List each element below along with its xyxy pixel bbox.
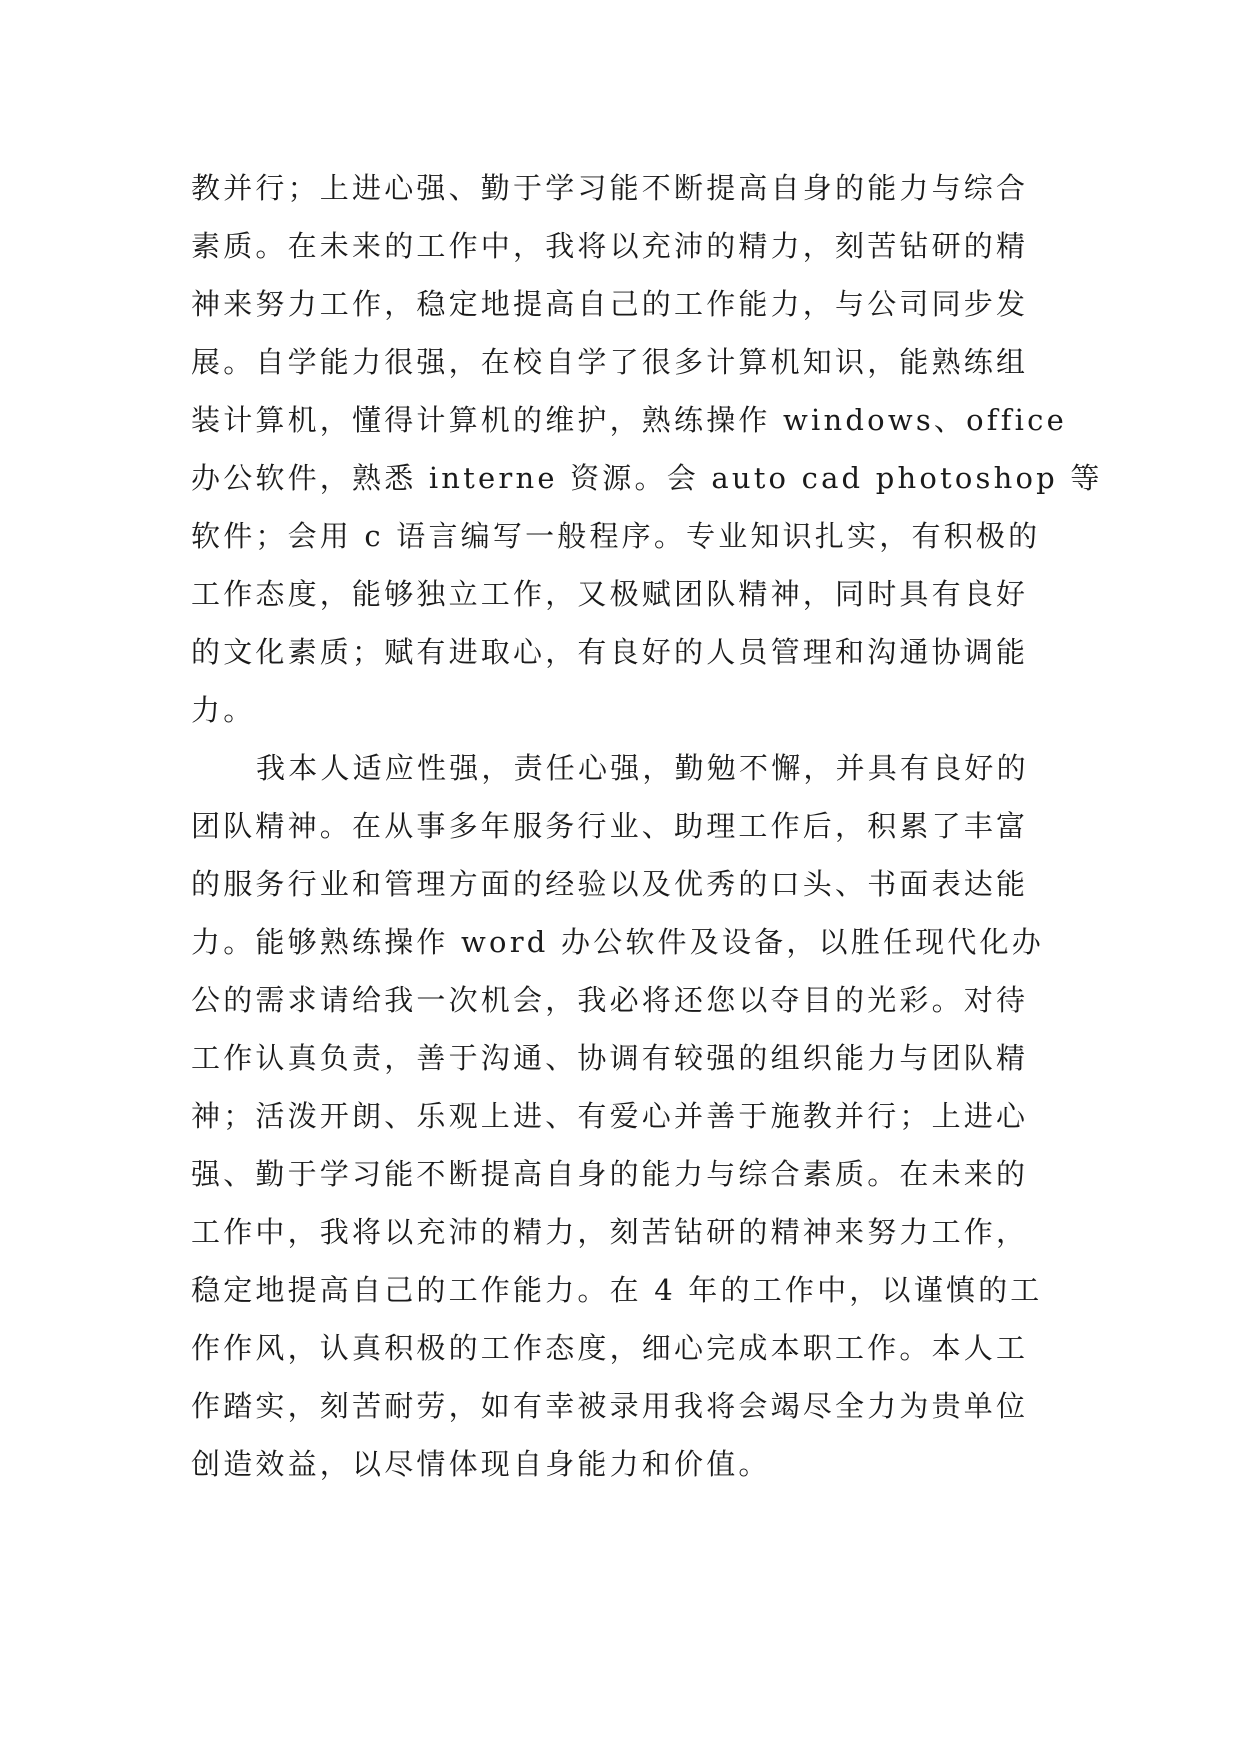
paragraph-line: 团队精神。在从事多年服务行业、助理工作后，积累了丰富	[191, 809, 1029, 843]
paragraph-line: 稳定地提高自己的工作能力。在 4 年的工作中，以谨慎的工	[191, 1273, 1043, 1307]
paragraph-2	[191, 739, 1051, 1493]
paragraph-line: 我本人适应性强，责任心强，勤勉不懈，并具有良好的	[256, 751, 1029, 785]
paragraph-line: 软件；会用 c 语言编写一般程序。专业知识扎实，有积极的	[191, 519, 1041, 553]
paragraph-line: 展。自学能力很强，在校自学了很多计算机知识，能熟练组	[191, 345, 1029, 379]
paragraph-line: 公的需求请给我一次机会，我必将还您以夺目的光彩。对待	[191, 983, 1029, 1017]
paragraph-line: 工作中，我将以充沛的精力，刻苦钻研的精神来努力工作，	[191, 1215, 1029, 1249]
paragraph-line: 强、勤于学习能不断提高自身的能力与综合素质。在未来的	[191, 1157, 1029, 1191]
paragraph-line: 的服务行业和管理方面的经验以及优秀的口头、书面表达能	[191, 867, 1029, 901]
paragraph-line: 创造效益，以尽情体现自身能力和价值。	[191, 1447, 771, 1481]
paragraph-line: 装计算机，懂得计算机的维护，熟练操作 windows、office	[191, 403, 1067, 437]
paragraph-line: 办公软件，熟悉 interne 资源。会 auto cad photoshop 等	[191, 461, 1103, 495]
paragraph-line: 作踏实，刻苦耐劳，如有幸被录用我将会竭尽全力为贵单位	[191, 1389, 1029, 1423]
paragraph-line: 工作态度，能够独立工作，又极赋团队精神，同时具有良好	[191, 577, 1029, 611]
paragraph-line: 工作认真负责，善于沟通、协调有较强的组织能力与团队精	[191, 1041, 1029, 1075]
paragraph-line: 神；活泼开朗、乐观上进、有爱心并善于施教并行；上进心	[191, 1099, 1029, 1133]
paragraph-line: 神来努力工作，稳定地提高自己的工作能力，与公司同步发	[191, 287, 1029, 321]
paragraph-line: 作作风，认真积极的工作态度，细心完成本职工作。本人工	[191, 1331, 1029, 1365]
paragraph-line: 力。能够熟练操作 word 办公软件及设备，以胜任现代化办	[191, 925, 1044, 959]
paragraph-line: 素质。在未来的工作中，我将以充沛的精力，刻苦钻研的精	[191, 229, 1029, 263]
paragraph-line: 教并行；上进心强、勤于学习能不断提高自身的能力与综合	[191, 171, 1029, 205]
paragraph-line: 的文化素质；赋有进取心，有良好的人员管理和沟通协调能	[191, 635, 1029, 669]
paragraph-line: 力。	[191, 693, 256, 727]
paragraph-1	[191, 159, 1103, 739]
